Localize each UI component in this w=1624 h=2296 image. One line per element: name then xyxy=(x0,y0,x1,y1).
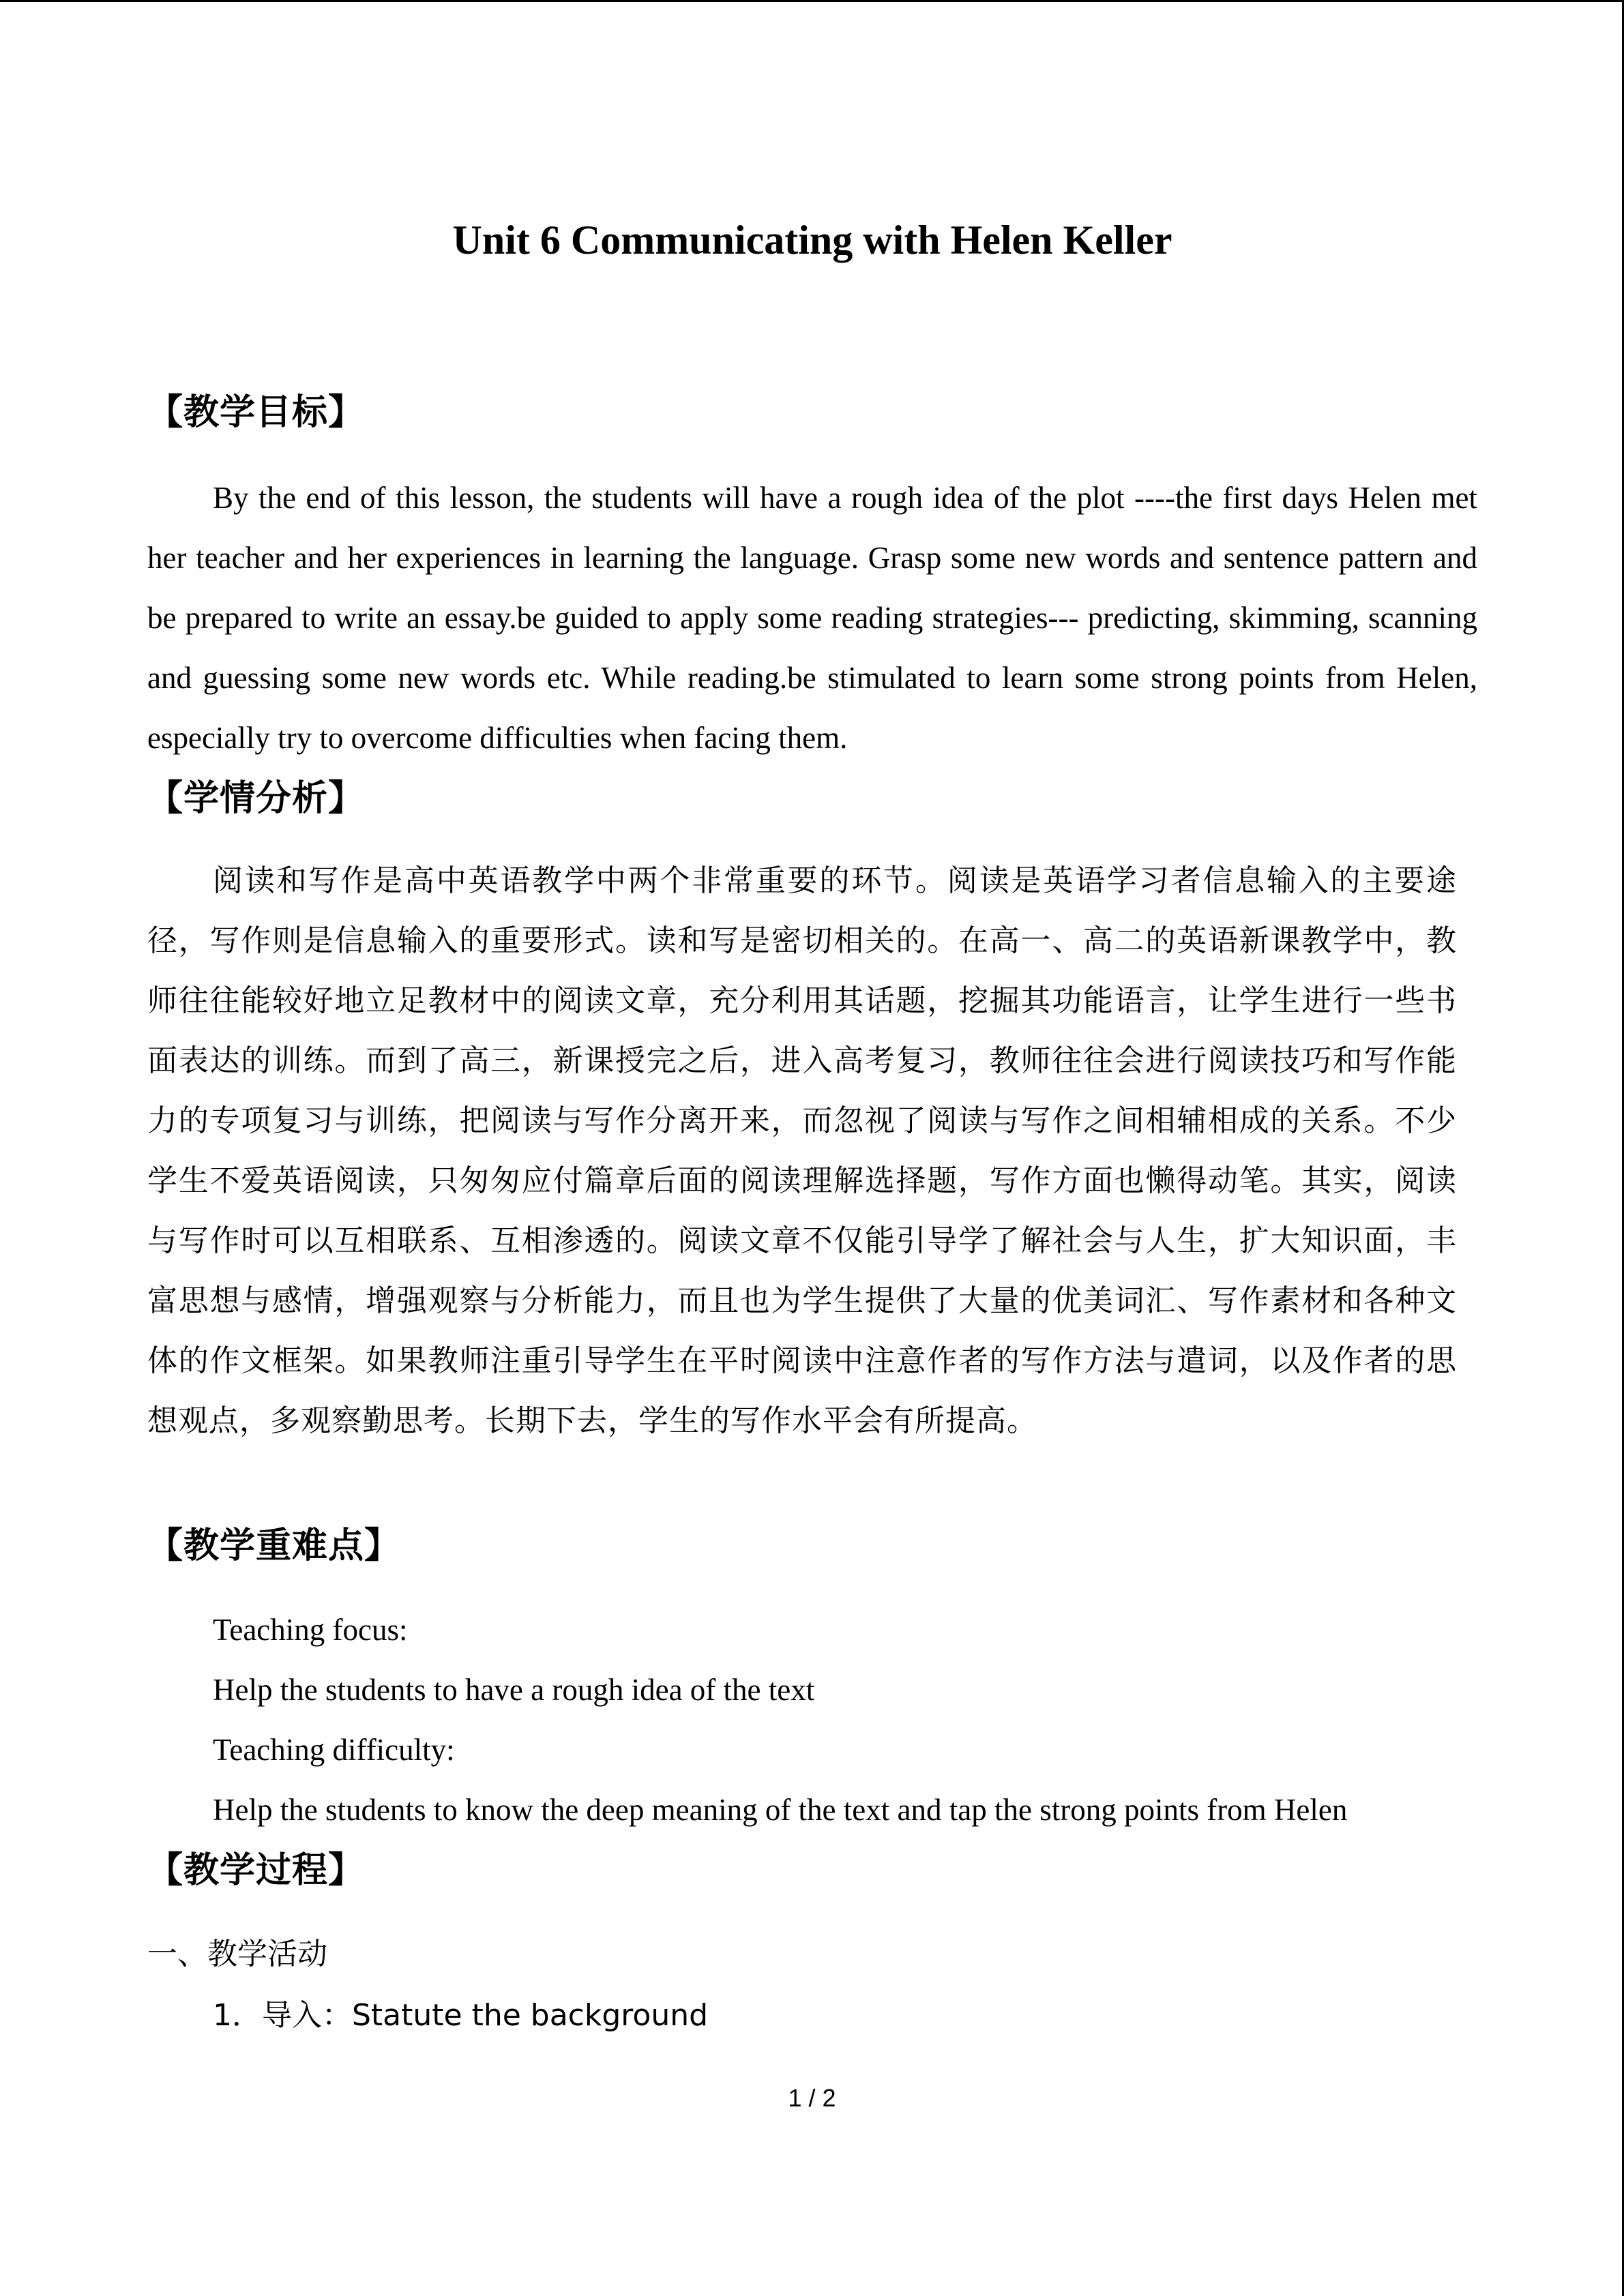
process-step-1: 1．导入：Statute the background xyxy=(213,1998,709,2033)
page-border-top xyxy=(0,0,1624,2)
section-heading-process: 【教学过程】 xyxy=(147,1850,365,1891)
teaching-difficulty-text: Help the students to know the deep meaning of the text and tap the strong points from Helen xyxy=(213,1793,1348,1827)
teaching-focus-label: Teaching focus: xyxy=(213,1613,408,1647)
teaching-focus-text: Help the students to have a rough idea of the text xyxy=(213,1673,815,1707)
document-title: Unit 6 Communicating with Helen Keller xyxy=(452,218,1172,263)
section-heading-objectives: 【教学目标】 xyxy=(147,392,365,433)
analysis-paragraph: 阅读和写作是高中英语教学中两个非常重要的环节。阅读是英语学习者信息输入的主要途径，写作则是信息输入的重要形式。读和写是密切相关的。在高一、高二的英语新课教学中，教师往往能较好地立足教材中的阅读文章，充分利用其话题，挖掘其功能语言，让学生进行一些书面表达的训练。而到了高三，新课授完之后，进入高考复习，教师往往会进行阅读技巧和写作能力的专项复习与训练，把阅读与写作分离开来，而忽视了阅读与写作之间相辅相成的关系。不少学生不爱英语阅读，只匆匆应付篇章后面的阅读理解选择题，写作方面也懒得动笔。其实，阅读与写作时可以互相联系、互相渗透的。阅读文章不仅能引导学了解社会与人生，扩大知识面，丰富思想与感情，增强观察与分析能力，而且也为学生提供了大量的优美词汇、写作素材和各种文体的作文框架。如果教师注重引导学生在平时阅读中注意作者的写作方法与遣词，以及作者的思想观点，多观察勤思考。长期下去，学生的写作水平会有所提高。 xyxy=(147,863,1457,1438)
section-heading-key-points: 【教学重难点】 xyxy=(147,1525,401,1566)
teaching-difficulty-label: Teaching difficulty: xyxy=(213,1733,455,1767)
process-subheading: 一、教学活动 xyxy=(147,1937,327,1971)
section-heading-analysis: 【学情分析】 xyxy=(147,778,365,819)
page-number: 1 / 2 xyxy=(788,2084,836,2112)
objectives-paragraph: By the end of this lesson, the students will have a rough idea of the plot ----the first days Helen met her teacher and her experiences in learning the language. Grasp some new words and sentence pattern and be prepared to write an essay.be guided to apply some reading strategies--- predicting, skimming, scanning and guessing some new words etc. While reading.be stimulated to learn some strong points from Helen, especially try to overcome difficulties when facing them. xyxy=(147,481,1477,755)
